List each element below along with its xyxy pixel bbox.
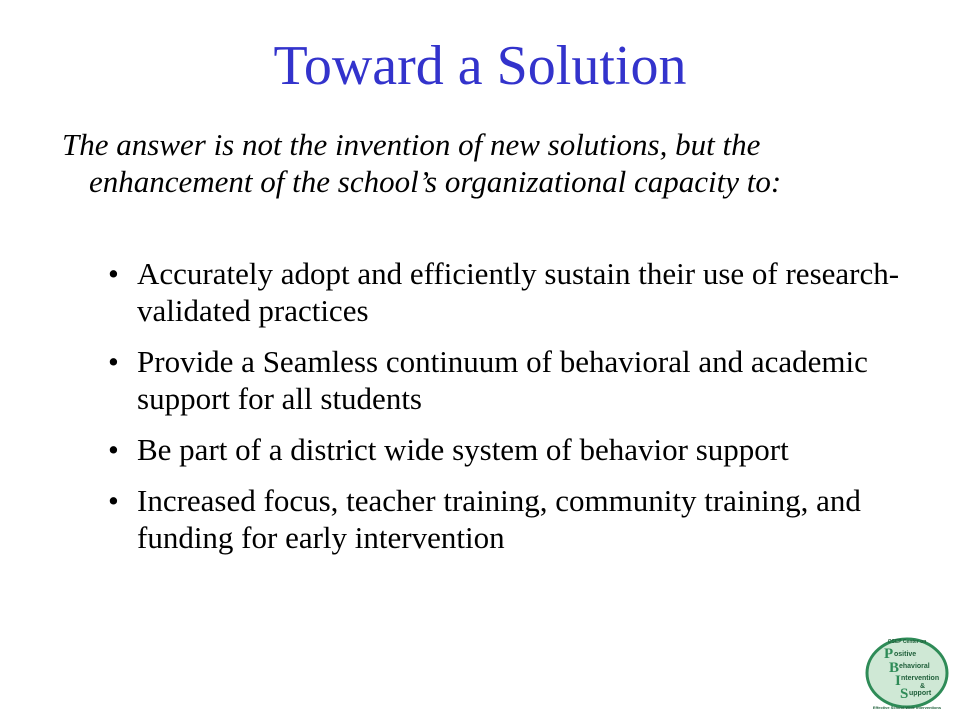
logo-header: OSEP Center on: [887, 639, 927, 645]
bullet-item-4: [108, 482, 920, 556]
bullet-icon: •: [108, 256, 119, 291]
bullet-item-3: [108, 431, 920, 468]
bullet-item-1: [108, 255, 920, 329]
intro-paragraph: [62, 126, 922, 200]
logo-letter-i: I: [895, 673, 901, 689]
bullet-icon: •: [108, 432, 119, 467]
logo-footer: Effective School-Wide Interventions: [872, 705, 942, 710]
logo-letter-p: P: [884, 646, 894, 662]
logo-word-behavioral: ehavioral: [899, 663, 930, 670]
intro-text: The answer is not the invention of new solutions, but the enhancement of the school’s organizational capacity to:: [62, 127, 782, 199]
bullet-list: [108, 255, 920, 570]
logo-letter-s: S: [900, 686, 909, 702]
bullet-text: Accurately adopt and efficiently sustain their use of research-validated practices: [137, 256, 900, 328]
bullet-text: Increased focus, teacher training, community training, and funding for early intervention: [137, 483, 861, 555]
logo-ampersand: &: [920, 683, 926, 690]
bullet-text: Be part of a district wide system of behavior support: [137, 432, 789, 467]
pbis-logo-icon: [862, 632, 952, 712]
bullet-icon: •: [108, 344, 119, 379]
logo-word-positive: ositive: [894, 651, 917, 658]
logo-word-support: upport: [909, 690, 932, 697]
logo-letter-b: B: [889, 660, 900, 676]
bullet-item-2: [108, 343, 920, 417]
pbis-logo: [862, 632, 952, 712]
slide-title: Toward a Solution: [273, 35, 687, 97]
logo-word-intervention: ntervention: [901, 675, 940, 682]
bullet-icon: •: [108, 483, 119, 518]
bullet-text: Provide a Seamless continuum of behavioral and academic support for all students: [137, 344, 868, 416]
